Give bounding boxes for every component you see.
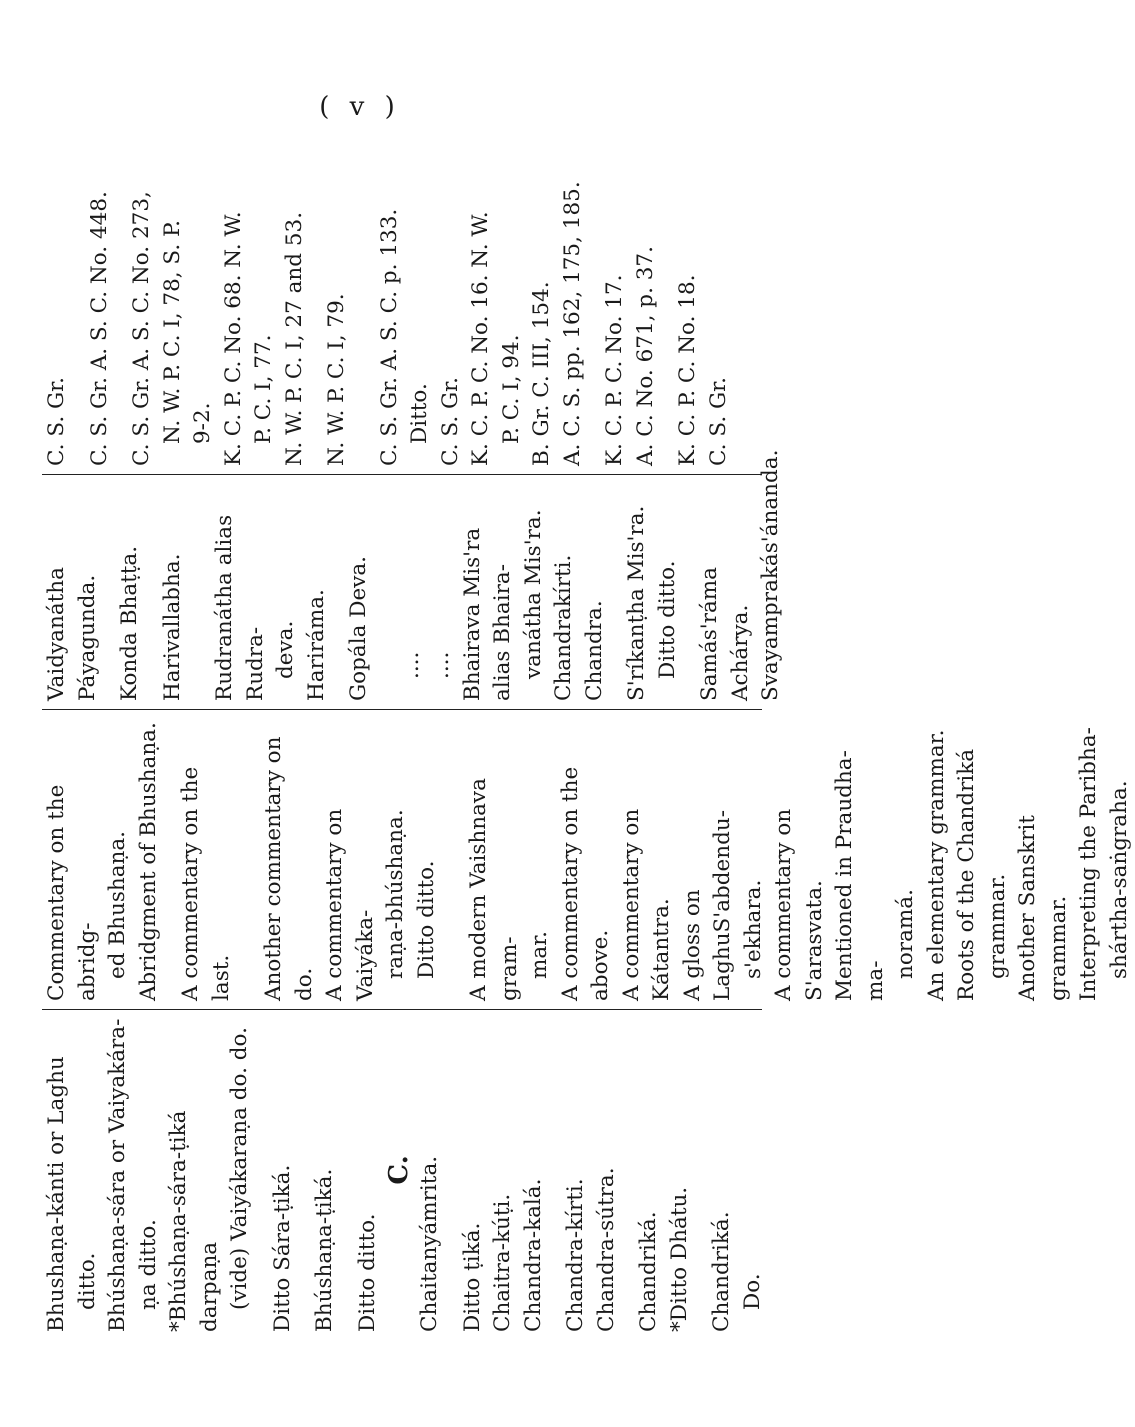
subject-entry: mar.	[527, 931, 552, 979]
subject-entry: ed Bhushaṇa.	[105, 830, 130, 979]
reference-entry: C. S. Gr. A. S. C. No. 273,	[129, 191, 154, 466]
subject-entry: Commentary on the abridg-	[44, 784, 100, 1001]
work-entry: Chandra-kírti.	[563, 1178, 588, 1332]
author-entry: Vaidyanátha Páyagunda.	[44, 567, 100, 701]
author-entry: ....	[429, 651, 454, 679]
reference-entry: P. C. I, 94.	[498, 334, 524, 444]
work-entry: Bhúshaṇa-sára or Vaiyakára-	[105, 1018, 130, 1332]
author-entry: Bhairava Mis'ra alias Bhaira-	[459, 527, 515, 701]
author-entry: vanátha Mis'ra.	[520, 509, 546, 679]
subject-entry: grammar.	[984, 873, 1010, 979]
author-entry: Chandrakírti.	[551, 554, 576, 701]
work-entry: *Bhúshaṇa-sára-ṭiká darpaṇa	[166, 1110, 222, 1332]
subject-entry: Roots of the Chandriká	[954, 748, 979, 1001]
reference-entry: C. S. Gr.	[437, 377, 463, 466]
rotated-table	[42, 100, 1132, 1340]
work-entry: Ditto ditto.	[354, 1213, 380, 1332]
subject-entry: noramá.	[893, 889, 918, 979]
author-entry: Rudranátha alias Rudra-	[212, 514, 268, 701]
reference-entry: C. S. Gr.	[705, 377, 731, 466]
subject-entry: Ditto ditto.	[413, 860, 439, 979]
subject-entry: An elementary grammar.	[923, 729, 949, 1001]
subject-entry: A modern Vaishnava gram-	[466, 778, 522, 1001]
subject-entry: A gloss on LaghuS'abdendu-	[679, 810, 735, 1001]
work-entry: (vide) Vaiyákaraṇa do. do.	[227, 1027, 252, 1310]
work-entry: Chandriká.	[636, 1211, 661, 1332]
author-entry: deva.	[273, 620, 298, 679]
work-entry: Ditto Sára-ṭiká.	[269, 1164, 295, 1332]
page-number: ( v )	[319, 92, 401, 122]
reference-entry: A. C. No. 671, p. 37.	[632, 246, 658, 466]
reference-entry: Ditto.	[407, 383, 432, 444]
work-entry: ditto.	[74, 1252, 100, 1310]
reference-entry: A. C. S. pp. 162, 175, 185.	[559, 181, 585, 466]
work-entry: Chaitanyámrita.	[417, 1155, 442, 1332]
work-entry: ṇa ditto.	[135, 1219, 161, 1310]
subject-entry: Another Sanskrit grammar.	[1015, 815, 1071, 1001]
author-entry: S'ríkanṭha Mis'ra.	[624, 505, 649, 701]
work-entry: *Ditto Dhátu.	[666, 1186, 692, 1332]
work-entry: Chaitra-kúṭi.	[490, 1193, 515, 1332]
subject-entry: Mentioned in Praudha-ma-	[832, 750, 888, 1001]
author-entry: Gopála Deva.	[346, 556, 371, 701]
subject-entry: s'ekhara.	[740, 879, 766, 979]
reference-entry: P. C. I, 77.	[251, 334, 276, 444]
author-entry: Harivallabha.	[159, 553, 185, 701]
reference-entry: C. S. Gr. A. S. C. p. 133.	[376, 208, 402, 466]
reference-entry: K. C. P. C. No. 17.	[602, 274, 627, 466]
subject-entry: A commentary on Vaiyáka-	[322, 808, 378, 1001]
subject-entry: shártha-saṅgraha.	[1106, 780, 1132, 979]
reference-entry: N. W. P. C. I, 27 and 53.	[281, 211, 307, 466]
authors-column	[42, 449, 783, 710]
subject-entry: raṇa-bhúshaṇa.	[383, 809, 408, 979]
work-entry: Chandra-sútra.	[593, 1167, 619, 1332]
reference-entry: K. C. P. C. No. 16. N. W.	[468, 211, 493, 466]
author-entry: Konda Bhaṭṭa.	[117, 545, 142, 701]
reference-entry: K. C. P. C. No. 18.	[675, 274, 700, 466]
author-entry: Chandra.	[581, 600, 607, 701]
subject-entry: Another commentary on do.	[261, 736, 317, 1001]
reference-entry: N. W. P. C. I, 79.	[324, 293, 349, 466]
work-entry: Chandra-kalá.	[520, 1178, 546, 1332]
author-entry: Samás'ráma Achárya.	[697, 567, 753, 701]
work-entry: Do.	[739, 1273, 765, 1310]
subject-entry: A commentary on the above.	[557, 766, 613, 1001]
reference-entry: K. C. P. C. No. 68. N. W.	[220, 211, 246, 466]
reference-entry: C. S. Gr.	[44, 377, 69, 466]
reference-entry: B. Gr. C. III, 154.	[529, 281, 554, 466]
author-entry: ....	[398, 651, 424, 679]
works-column	[42, 1010, 765, 1340]
work-entry: Bhushaṇa-kánti or Laghu	[44, 1056, 69, 1332]
work-entry: Ditto ṭiká.	[459, 1222, 485, 1332]
subject-entry: Interpreting the Paribha-	[1076, 727, 1101, 1001]
subject-entry: Abridgment of Bhushaṇa.	[135, 722, 161, 1001]
author-entry: Harirámа.	[303, 589, 329, 701]
section-heading-c: C.	[384, 1155, 414, 1185]
subject-entry: A commentary on the last.	[178, 766, 234, 1001]
reference-entry: C. S. Gr. A. S. C. No. 448.	[86, 191, 112, 466]
reference-entry: 9-2.	[190, 402, 215, 444]
author-entry: Ditto ditto.	[654, 560, 680, 679]
author-entry: Svayamprakás'ánanda.	[758, 449, 783, 701]
work-entry: Chandriká.	[709, 1211, 734, 1332]
subject-entry: A commentary on S'arasvata.	[771, 808, 827, 1001]
references-column	[42, 100, 762, 475]
reference-entry: N. W. P. C. I, 78, S. P.	[159, 219, 185, 444]
work-entry: Bhúshaṇa-ṭiká.	[312, 1168, 337, 1332]
subjects-column	[42, 710, 1132, 1010]
subject-entry: A commentary on Kátantra.	[618, 808, 674, 1001]
